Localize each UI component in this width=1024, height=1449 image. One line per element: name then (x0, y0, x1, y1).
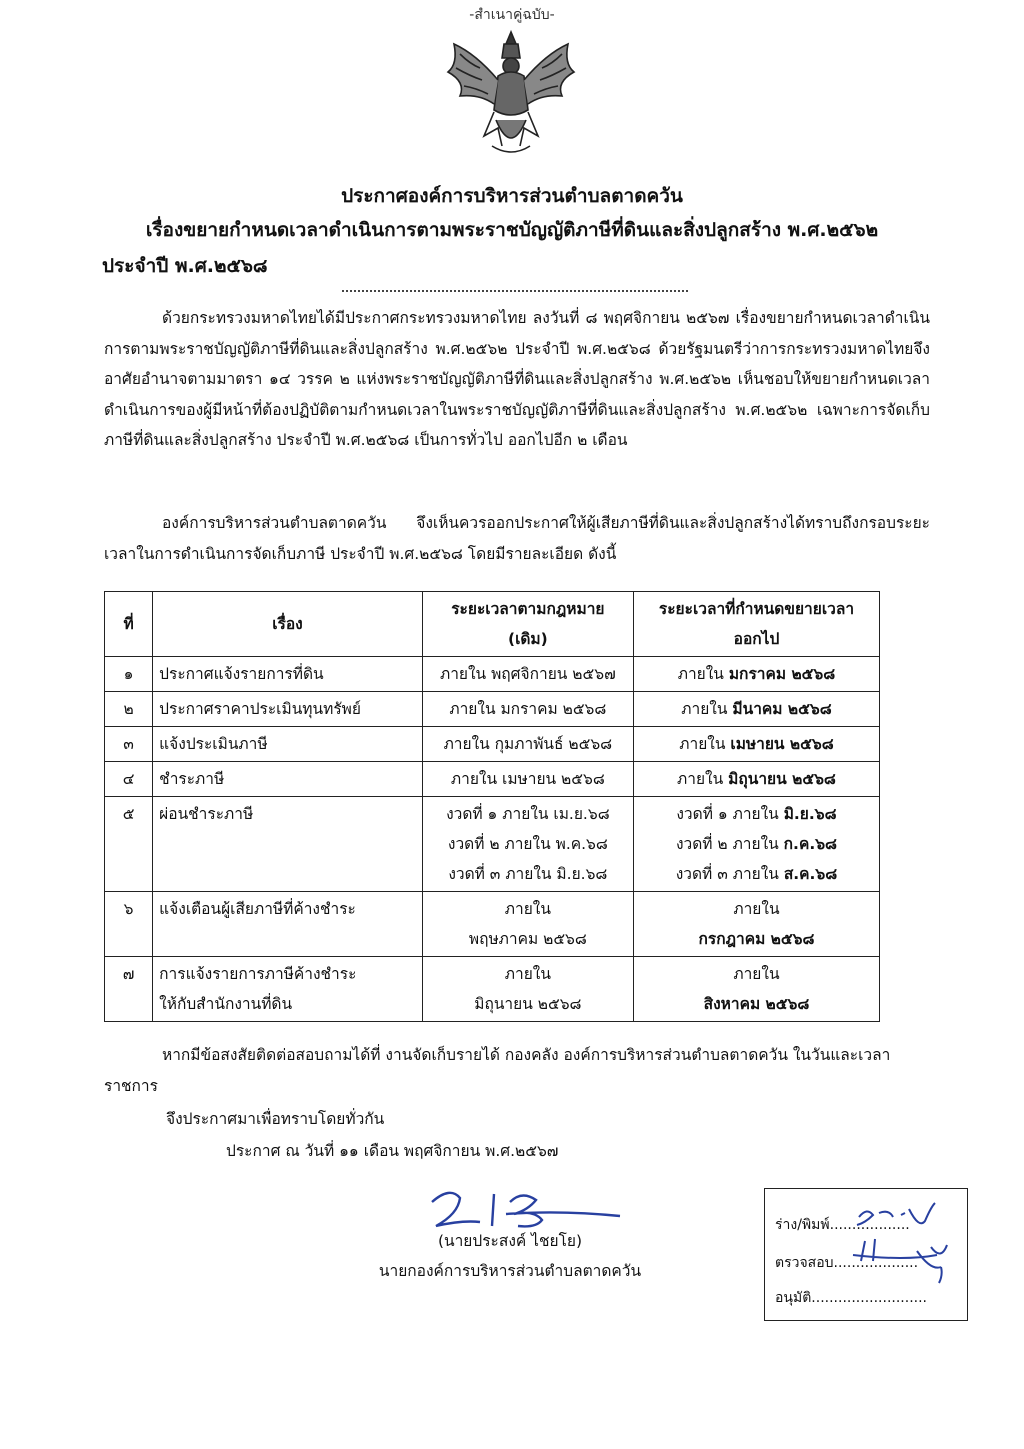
announcement-title: ประกาศองค์การบริหารส่วนตำบลตาดควัน (341, 185, 683, 207)
table-row (105, 797, 880, 892)
announcement-year: ประจำปี พ.ศ.๒๕๖๘ (102, 255, 268, 277)
announce-line: จึงประกาศมาเพื่อทราบโดยทั่วกัน (166, 1110, 385, 1128)
announce-date: ประกาศ ณ วันที่ ๑๑ เดือน พฤศจิกายน พ.ศ.๒๕๖๗ (226, 1142, 559, 1160)
draft-line: ร่าง/พิมพ์.................. (775, 1217, 910, 1233)
schedule-table (104, 591, 880, 1022)
check-initials-icon (845, 1231, 955, 1285)
copy-stamp: -สำเนาคู่ฉบับ- (469, 7, 555, 23)
table-row (105, 957, 880, 1022)
header-subject: เรื่อง (153, 592, 423, 657)
announcement-subject: เรื่องขยายกำหนดเวลาดำเนินการตามพระราชบัญญัติภาษีที่ดินและสิ่งปลูกสร้าง พ.ศ.๒๕๖๒ (145, 219, 879, 241)
row-original-period: ภายใน เมษายน ๒๕๖๘ (422, 762, 633, 797)
row-extended-period: ภายใน มีนาคม ๒๕๖๘ (633, 692, 879, 727)
row-extended-period: ภายใน เมษายน ๒๕๖๘ (633, 727, 879, 762)
body-paragraph-2: องค์การบริหารส่วนตำบลตาดควัน จึงเห็นควรออกประกาศให้ผู้เสียภาษีที่ดินและสิ่งปลูกสร้างได้ทราบถึงกรอบระยะเวลาในการดำเนินการจัดเก็บภาษี ประจำปี พ.ศ.๒๕๖๘ โดยมีรายละเอียด ดังนี้ (104, 514, 930, 563)
row-number: ๒ (105, 692, 153, 727)
table-row (105, 727, 880, 762)
garuda-emblem-icon (436, 24, 586, 159)
row-number: ๖ (105, 892, 153, 957)
approval-box (764, 1188, 968, 1321)
approve-line: อนุมัติ.......................... (775, 1290, 928, 1306)
row-original-period: งวดที่ ๑ ภายใน เม.ย.๖๘ งวดที่ ๒ ภายใน พ.ค.๖๘ งวดที่ ๓ ภายใน มิ.ย.๖๘ (422, 797, 633, 892)
row-original-period: ภายใน พฤษภาคม ๒๕๖๘ (422, 892, 633, 957)
row-extended-period: งวดที่ ๑ ภายใน มิ.ย.๖๘ งวดที่ ๒ ภายใน ก.ค.๖๘ งวดที่ ๓ ภายใน ส.ค.๖๘ (633, 797, 879, 892)
body-paragraph-1: ด้วยกระทรวงมหาดไทยได้มีประกาศกระทรวงมหาดไทย ลงวันที่ ๘ พฤศจิกายน ๒๕๖๗ เรื่องขยายกำหนดเวลาดำเนินการตามพระราชบัญญัติภาษีที่ดินและสิ่งปลูกสร้าง พ.ศ.๒๕๖๒ ประจำปี พ.ศ.๒๕๖๘ ด้วยรัฐมนตรีว่าการกระทรวงมหาดไทยจึงอาศัยอำนาจตามมาตรา ๑๔ วรรค ๒ แห่งพระราชบัญญัติภาษีที่ดินและสิ่งปลูกสร้าง พ.ศ.๒๕๖๒ เห็นชอบให้ขยายกำหนดเวลาดำเนินการของผู้มีหน้าที่ต้องปฏิบัติตามกำหนดเวลาในพระราชบัญญัติภาษีที่ดินและสิ่งปลูกสร้าง พ.ศ.๒๕๖๒ เฉพาะการจัดเก็บภาษีที่ดินและสิ่งปลูกสร้าง ประจำปี พ.ศ.๒๕๖๘ เป็นการทั่วไป ออกไปอีก ๒ เดือน (104, 309, 930, 449)
row-number: ๑ (105, 657, 153, 692)
row-original-period: ภายใน พฤศจิกายน ๒๕๖๗ (422, 657, 633, 692)
row-extended-period: ภายใน มกราคม ๒๕๖๘ (633, 657, 879, 692)
table-row (105, 892, 880, 957)
draft-initials-icon (849, 1199, 939, 1233)
row-number: ๓ (105, 727, 153, 762)
row-original-period: ภายใน มิถุนายน ๒๕๖๘ (422, 957, 633, 1022)
row-extended-period: ภายใน สิงหาคม ๒๕๖๘ (633, 957, 879, 1022)
table-row (105, 762, 880, 797)
row-number: ๔ (105, 762, 153, 797)
header-extended-period: ระยะเวลาที่กำหนดขยายเวลา ออกไป (633, 592, 879, 657)
row-original-period: ภายใน กุมภาพันธ์ ๒๕๖๘ (422, 727, 633, 762)
row-subject: ประกาศราคาประเมินทุนทรัพย์ (153, 692, 423, 727)
signatory-position: นายกองค์การบริหารส่วนตำบลตาดควัน (378, 1262, 642, 1280)
title-separator (342, 290, 688, 292)
row-subject: ประกาศแจ้งรายการที่ดิน (153, 657, 423, 692)
row-number: ๗ (105, 957, 153, 1022)
row-subject: การแจ้งรายการภาษีค้างชำระ ให้กับสำนักงานที่ดิน (153, 957, 423, 1022)
row-subject: ชำระภาษี (153, 762, 423, 797)
contact-paragraph: หากมีข้อสงสัยติดต่อสอบถามได้ที่ งานจัดเก็บรายได้ กองคลัง องค์การบริหารส่วนตำบลตาดควัน ในวันและเวลาราชการ (104, 1046, 891, 1095)
header-original-period: ระยะเวลาตามกฎหมาย (เดิม) (422, 592, 633, 657)
row-subject: ผ่อนชำระภาษี (153, 797, 423, 892)
table-row (105, 692, 880, 727)
signatory-name: (นายประสงค์ ไชยโย) (437, 1232, 583, 1250)
row-extended-period: ภายใน กรกฎาคม ๒๕๖๘ (633, 892, 879, 957)
check-line: ตรวจสอบ................... (775, 1255, 919, 1271)
row-subject: แจ้งประเมินภาษี (153, 727, 423, 762)
row-subject: แจ้งเตือนผู้เสียภาษีที่ค้างชำระ (153, 892, 423, 957)
row-extended-period: ภายใน มิถุนายน ๒๕๖๘ (633, 762, 879, 797)
row-original-period: ภายใน มกราคม ๒๕๖๘ (422, 692, 633, 727)
header-no: ที่ (105, 592, 153, 657)
table-header-row (105, 592, 880, 657)
row-number: ๕ (105, 797, 153, 892)
table-row (105, 657, 880, 692)
